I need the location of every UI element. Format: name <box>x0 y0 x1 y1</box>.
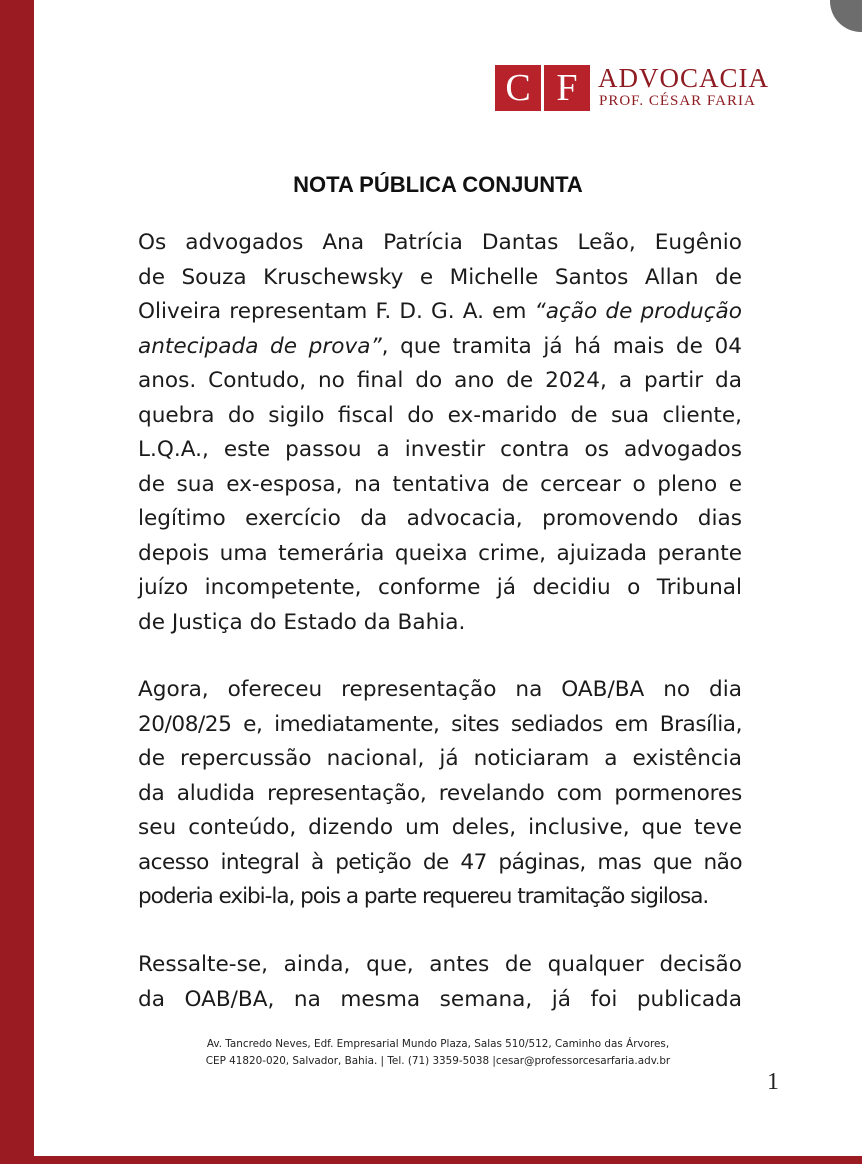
paragraph-line: acesso integral à petição de 47 páginas, mas que não <box>138 849 742 875</box>
document-page <box>34 0 862 1156</box>
paragraph-line: quebra do sigilo fiscal do ex-marido de sua cliente, <box>138 402 742 428</box>
paragraph-line: da OAB/BA, na mesma semana, já foi publicada <box>138 986 742 1012</box>
logo-firm-name: ADVOCACIA <box>598 63 769 93</box>
logo-subtitle: PROF. CÉSAR FARIA <box>599 93 756 109</box>
paragraph-line: L.Q.A., este passou a investir contra os advogados <box>138 437 742 462</box>
paragraph-line <box>138 330 742 365</box>
paragraph-line: depois uma temerária queixa crime, ajuizada perante <box>138 540 742 566</box>
paragraph-line: da aludida representação, revelando com pormenores <box>138 780 742 806</box>
paragraph-line: 20/08/25 e, imediatamente, sites sediados em Brasília, <box>138 711 742 737</box>
paragraph-line: anos. Contudo, no final do ano de 2024, a partir da <box>138 368 742 393</box>
paragraph-line: Os advogados Ana Patrícia Dantas Leão, Eugênio <box>138 230 742 255</box>
logo-mark-c: C <box>495 65 541 111</box>
paragraph-1 <box>138 226 742 640</box>
footer-address: Av. Tancredo Neves, Edf. Empresarial Mundo Plaza, Salas 510/512, Caminho das Árvores, <box>206 1038 670 1050</box>
paragraph-line: de sua ex-esposa, na tentativa de cercear o pleno e <box>138 471 742 497</box>
paragraph-line: Ressalte-se, ainda, que, antes de qualquer decisão <box>138 952 742 977</box>
italic-quote: “ação de produção <box>534 299 742 324</box>
paragraph-line: de repercussão nacional, já noticiaram a existência <box>138 746 742 771</box>
paragraph-line: Agora, ofereceu representação na OAB/BA no dia <box>138 677 742 702</box>
logo-text <box>598 65 769 111</box>
paragraph-line <box>138 295 742 330</box>
italic-quote-end: antecipada de prova” <box>138 333 382 359</box>
paragraph-line: juízo incompetente, conforme já decidiu o Tribunal <box>138 575 742 600</box>
paragraph-line: poderia exibi-la, pois a parte requereu tramitação sigilosa. <box>138 884 709 909</box>
line-text: Oliveira representam F. D. G. A. em <box>138 299 535 324</box>
corner-shadow <box>830 0 862 32</box>
paragraph-3 <box>138 948 742 1017</box>
paragraph-line: legítimo exercício da advocacia, promovendo dias <box>138 506 742 531</box>
paragraph-line: de Justiça do Estado da Bahia. <box>138 609 466 635</box>
paragraph-line: de Souza Kruschewsky e Michelle Santos Allan de <box>138 264 742 290</box>
paragraph-line: seu conteúdo, dizendo um deles, inclusive, que teve <box>138 815 742 840</box>
page-footer <box>34 1036 842 1070</box>
line-text: , que tramita já há mais de 04 <box>381 333 742 359</box>
document-title: NOTA PÚBLICA CONJUNTA <box>293 172 583 197</box>
page-number: 1 <box>767 1069 779 1095</box>
logo-mark-f: F <box>544 65 590 111</box>
firm-logo <box>495 65 769 111</box>
paragraph-2 <box>138 673 742 915</box>
footer-contact: CEP 41820-020, Salvador, Bahia. | Tel. (71) 3359-5038 |cesar@professorcesarfaria.adv.br <box>205 1055 671 1067</box>
